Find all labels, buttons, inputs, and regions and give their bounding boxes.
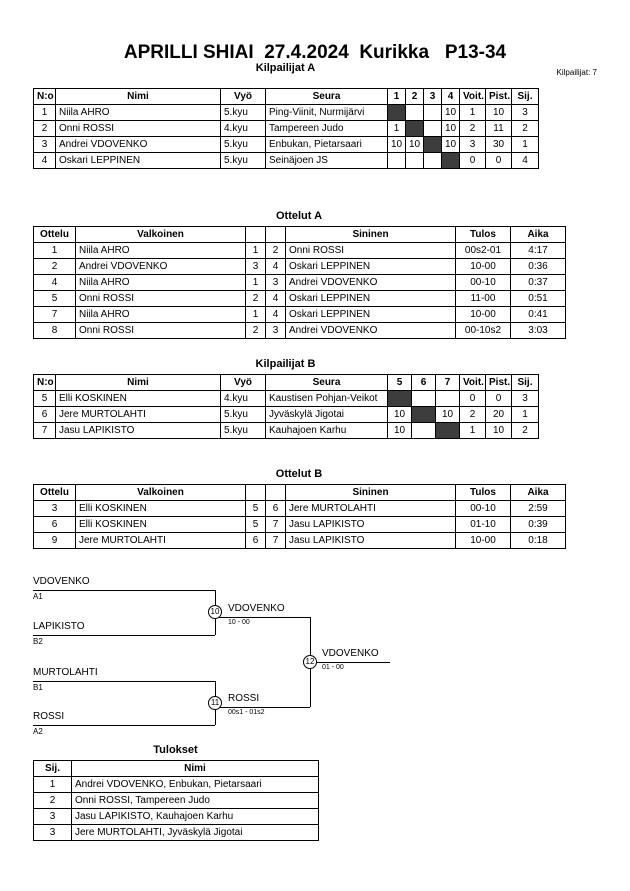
header-cell: 6: [412, 375, 436, 391]
cell: 10: [486, 423, 512, 439]
cell: 1: [246, 243, 266, 259]
cell: 2: [512, 121, 539, 137]
cell: 11: [486, 121, 512, 137]
cell: 6: [34, 517, 76, 533]
cell: [406, 105, 424, 121]
cell: 6: [34, 407, 56, 423]
header-cell: Seura: [266, 89, 388, 105]
table-row: [34, 259, 566, 275]
cell: 10: [442, 137, 460, 153]
cell: 0:18: [511, 533, 566, 549]
header-cell: Pist.: [486, 89, 512, 105]
cell: [424, 121, 442, 137]
header-cell: Aika: [511, 485, 566, 501]
header-cell: Nimi: [56, 375, 221, 391]
cell: 1: [512, 407, 539, 423]
header-cell: Tulos: [456, 227, 511, 243]
page-title: APRILLI SHIAI 27.4.2024 Kurikka P13-34: [123, 42, 507, 63]
cell: 20: [486, 407, 512, 423]
cell: 5: [246, 517, 266, 533]
cell: Niila AHRO: [76, 275, 246, 291]
header-cell: 1: [388, 89, 406, 105]
cell: 4: [266, 259, 286, 275]
cell: 00-10: [456, 501, 511, 517]
table-row: [34, 809, 319, 825]
diagonal-cell: [412, 407, 436, 423]
cell: Onni ROSSI: [286, 243, 456, 259]
section-title-kilpailijat-a: Kilpailijat A: [255, 62, 316, 74]
cell: 5: [246, 501, 266, 517]
header-cell: [246, 485, 266, 501]
cell: 30: [486, 137, 512, 153]
header-cell: N:o: [34, 89, 56, 105]
cell: 1: [34, 243, 76, 259]
table-row: [34, 533, 566, 549]
cell: Andrei VDOVENKO: [56, 137, 221, 153]
section-title-kilpailijat-b: Kilpailijat B: [255, 358, 316, 370]
cell: 2: [460, 121, 486, 137]
bracket-slot-name: MURTOLAHTI: [33, 667, 98, 678]
cell: 0: [486, 391, 512, 407]
header-cell: Aika: [511, 227, 566, 243]
header-cell: Sij.: [512, 375, 539, 391]
cell: Jasu LAPIKISTO: [286, 517, 456, 533]
cell: 3: [34, 825, 72, 841]
cell: 10: [436, 407, 460, 423]
cell: Jere MURTOLAHTI: [286, 501, 456, 517]
cell: Kauhajoen Karhu: [266, 423, 388, 439]
cell: Oskari LEPPINEN: [286, 307, 456, 323]
cell: 10-00: [456, 307, 511, 323]
header-cell: [246, 227, 266, 243]
cell: Andrei VDOVENKO: [76, 259, 246, 275]
cell: 2: [34, 259, 76, 275]
cell: Elli KOSKINEN: [76, 501, 246, 517]
cell: Elli KOSKINEN: [76, 517, 246, 533]
cell: 1: [460, 105, 486, 121]
header-cell: Pist.: [486, 375, 512, 391]
header-cell: Valkoinen: [76, 227, 246, 243]
table-row: [34, 307, 566, 323]
header-row: [34, 227, 566, 243]
header-cell: Voit.: [460, 375, 486, 391]
cell: 00s2-01: [456, 243, 511, 259]
header-cell: Voit.: [460, 89, 486, 105]
diagonal-cell: [406, 121, 424, 137]
cell: [388, 153, 406, 169]
match-number: 11: [208, 696, 222, 710]
header-row: [34, 375, 539, 391]
cell: 5.kyu: [221, 137, 266, 153]
header-cell: Vyö: [221, 89, 266, 105]
match-score: 00s1 - 01s2: [228, 709, 265, 716]
cell: 4.kyu: [221, 391, 266, 407]
cell: 2: [34, 793, 72, 809]
cell: 4.kyu: [221, 121, 266, 137]
match-score: 01 - 00: [322, 664, 344, 671]
bracket-slot-name: VDOVENKO: [33, 576, 90, 587]
table-row: [34, 391, 539, 407]
match-number: 10: [208, 605, 222, 619]
table-row: [34, 137, 539, 153]
cell: 10: [486, 105, 512, 121]
bracket-seed: A1: [33, 592, 43, 601]
cell: 6: [246, 533, 266, 549]
cell: Onni ROSSI: [76, 291, 246, 307]
cell: 10: [442, 105, 460, 121]
header-cell: [266, 485, 286, 501]
cell: 5.kyu: [221, 153, 266, 169]
cell: [412, 423, 436, 439]
cell: 2: [246, 323, 266, 339]
cell: [412, 391, 436, 407]
cell: Kaustisen Pohjan-Veikot: [266, 391, 388, 407]
header-cell: 2: [406, 89, 424, 105]
cell: Jere MURTOLAHTI: [76, 533, 246, 549]
cell: 3: [512, 391, 539, 407]
cell: Jere MURTOLAHTI, Jyväskylä Jigotai: [72, 825, 319, 841]
kilpailijat-a-table: [33, 88, 539, 169]
cell: Oskari LEPPINEN: [286, 291, 456, 307]
table-row: [34, 323, 566, 339]
bracket-winner-line: [310, 662, 390, 663]
cell: 3: [266, 323, 286, 339]
match-winner: VDOVENKO: [228, 603, 285, 614]
cell: 00-10s2: [456, 323, 511, 339]
cell: 7: [266, 533, 286, 549]
cell: Andrei VDOVENKO, Enbukan, Pietarsaari: [72, 777, 319, 793]
cell: 10: [406, 137, 424, 153]
cell: 0:36: [511, 259, 566, 275]
cell: 7: [34, 423, 56, 439]
section-title-ottelut-a: Ottelut A: [275, 210, 323, 222]
cell: 1: [512, 137, 539, 153]
table-row: [34, 407, 539, 423]
header-cell: Sininen: [286, 227, 456, 243]
cell: 4: [34, 275, 76, 291]
cell: Enbukan, Pietarsaari: [266, 137, 388, 153]
table-row: [34, 243, 566, 259]
diagonal-cell: [424, 137, 442, 153]
cell: Onni ROSSI: [76, 323, 246, 339]
cell: Onni ROSSI: [56, 121, 221, 137]
cell: Jasu LAPIKISTO, Kauhajoen Karhu: [72, 809, 319, 825]
table-row: [34, 121, 539, 137]
cell: Jasu LAPIKISTO: [286, 533, 456, 549]
header-cell: Tulos: [456, 485, 511, 501]
cell: Oskari LEPPINEN: [56, 153, 221, 169]
cell: 2: [512, 423, 539, 439]
header-cell: Vyö: [221, 375, 266, 391]
section-title-tulokset: Tulokset: [153, 744, 198, 756]
header-row: [34, 761, 319, 777]
header-cell: Ottelu: [34, 227, 76, 243]
cell: 10-00: [456, 533, 511, 549]
cell: 1: [246, 275, 266, 291]
cell: 3: [512, 105, 539, 121]
cell: 2: [246, 291, 266, 307]
cell: [436, 391, 460, 407]
cell: 3: [34, 501, 76, 517]
bracket-slot-line: [33, 725, 215, 726]
cell: 10-00: [456, 259, 511, 275]
cell: Niila AHRO: [76, 243, 246, 259]
header-cell: 3: [424, 89, 442, 105]
header-cell: Sininen: [286, 485, 456, 501]
cell: 9: [34, 533, 76, 549]
cell: Niila AHRO: [56, 105, 221, 121]
cell: 7: [34, 307, 76, 323]
bracket-slot-line: [33, 635, 215, 636]
cell: [424, 105, 442, 121]
header-cell: 4: [442, 89, 460, 105]
table-row: [34, 291, 566, 307]
cell: 4: [266, 291, 286, 307]
cell: 4: [512, 153, 539, 169]
cell: 11-00: [456, 291, 511, 307]
table-row: [34, 105, 539, 121]
cell: 10: [442, 121, 460, 137]
cell: 2: [460, 407, 486, 423]
cell: 5: [34, 291, 76, 307]
cell: Onni ROSSI, Tampereen Judo: [72, 793, 319, 809]
header-cell: [266, 227, 286, 243]
cell: Andrei VDOVENKO: [286, 323, 456, 339]
cell: 5.kyu: [221, 407, 266, 423]
table-row: [34, 423, 539, 439]
header-cell: Nimi: [72, 761, 319, 777]
match-number: 12: [303, 655, 317, 669]
header-cell: Sij.: [512, 89, 539, 105]
cell: Andrei VDOVENKO: [286, 275, 456, 291]
bracket-slot-name: LAPIKISTO: [33, 621, 85, 632]
table-row: [34, 777, 319, 793]
match-winner: VDOVENKO: [322, 648, 379, 659]
cell: Oskari LEPPINEN: [286, 259, 456, 275]
medal-bracket: [0, 570, 630, 750]
section-title-ottelut-b: Ottelut B: [275, 468, 323, 480]
cell: 4: [34, 153, 56, 169]
diagonal-cell: [442, 153, 460, 169]
cell: Seinäjoen JS: [266, 153, 388, 169]
cell: 5.kyu: [221, 105, 266, 121]
cell: 1: [34, 105, 56, 121]
cell: 0: [460, 153, 486, 169]
header-cell: 7: [436, 375, 460, 391]
header-cell: Seura: [266, 375, 388, 391]
diagonal-cell: [436, 423, 460, 439]
cell: Jasu LAPIKISTO: [56, 423, 221, 439]
cell: 10: [388, 423, 412, 439]
cell: 3: [460, 137, 486, 153]
cell: Ping-Viinit, Nurmijärvi: [266, 105, 388, 121]
cell: 2: [34, 121, 56, 137]
cell: 3: [246, 259, 266, 275]
bracket-slot-line: [33, 681, 215, 682]
header-cell: N:o: [34, 375, 56, 391]
cell: 01-10: [456, 517, 511, 533]
header-row: [34, 485, 566, 501]
cell: 1: [246, 307, 266, 323]
cell: 00-10: [456, 275, 511, 291]
table-row: [34, 793, 319, 809]
cell: 4: [266, 307, 286, 323]
cell: 0:37: [511, 275, 566, 291]
tulokset-table: [33, 760, 319, 841]
bracket-seed: B1: [33, 683, 43, 692]
cell: 0:51: [511, 291, 566, 307]
bracket-slot-name: ROSSI: [33, 711, 65, 722]
cell: 1: [388, 121, 406, 137]
cell: 0: [486, 153, 512, 169]
match-score: 10 - 00: [228, 619, 250, 626]
diagonal-cell: [388, 105, 406, 121]
diagonal-cell: [388, 391, 412, 407]
cell: 7: [266, 517, 286, 533]
header-cell: Valkoinen: [76, 485, 246, 501]
cell: 2:59: [511, 501, 566, 517]
header-cell: Sij.: [34, 761, 72, 777]
cell: 3: [34, 137, 56, 153]
cell: 0:39: [511, 517, 566, 533]
cell: Elli KOSKINEN: [56, 391, 221, 407]
table-row: [34, 501, 566, 517]
match-winner: ROSSI: [228, 693, 260, 704]
cell: [424, 153, 442, 169]
cell: 10: [388, 407, 412, 423]
ottelut-a-table: [33, 226, 566, 339]
bracket-seed: B2: [33, 637, 43, 646]
kilpailijat-b-table: [33, 374, 539, 439]
cell: 3: [266, 275, 286, 291]
bracket-seed: A2: [33, 727, 43, 736]
bracket-slot-line: [33, 590, 215, 591]
header-cell: 5: [388, 375, 412, 391]
cell: 4:17: [511, 243, 566, 259]
header-cell: Ottelu: [34, 485, 76, 501]
cell: [406, 153, 424, 169]
cell: Jyväskylä Jigotai: [266, 407, 388, 423]
ottelut-b-table: [33, 484, 566, 549]
cell: 1: [34, 777, 72, 793]
cell: 10: [388, 137, 406, 153]
cell: 5: [34, 391, 56, 407]
cell: 0: [460, 391, 486, 407]
cell: Niila AHRO: [76, 307, 246, 323]
cell: 3: [34, 809, 72, 825]
table-row: [34, 153, 539, 169]
bracket-winner-line: [215, 707, 310, 708]
cell: 6: [266, 501, 286, 517]
cell: 8: [34, 323, 76, 339]
cell: 3:03: [511, 323, 566, 339]
cell: 1: [460, 423, 486, 439]
header-row: [34, 89, 539, 105]
cell: 2: [266, 243, 286, 259]
cell: Jere MURTOLAHTI: [56, 407, 221, 423]
table-row: [34, 825, 319, 841]
header-cell: Nimi: [56, 89, 221, 105]
cell: 0:41: [511, 307, 566, 323]
cell: 5.kyu: [221, 423, 266, 439]
competitors-count: Kilpailijat: 7: [556, 68, 597, 77]
table-row: [34, 275, 566, 291]
cell: Tampereen Judo: [266, 121, 388, 137]
bracket-winner-line: [215, 617, 310, 618]
table-row: [34, 517, 566, 533]
